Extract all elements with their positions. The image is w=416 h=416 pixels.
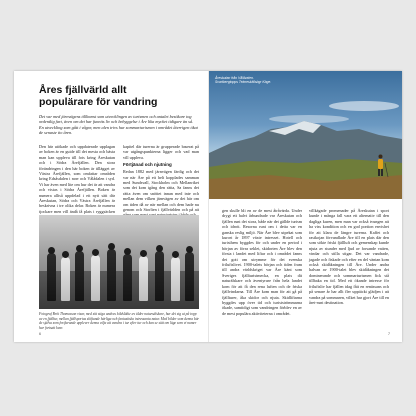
- body-paragraph: gen skulle bli en av de mest åtråvärda. Under drygt ett halvt århundrade var Åreskutan och fjällen runt det stora, både när det gällde turism och idrott. Resorna runt om i detta var en ganska reslig miljö. När Åre blev utpekat som kurort år 1897 växte intresset. Hotell och turisthem byggdes för och under en period i början av förra seklet, skidorten Åre blev den första i landet med liftar och i området fanns det gott om utrymme för det svenska friluftslivet. 1900-talets början och tiden fram till andra världskriget var Åre känt som Sveriges fjällturistmecka, en plats dit naturälskare och äventyrare från hela landet kom för att få den rena luften och de friska fjällvindarna. Till Åre kom man för att gå på fjällturer, åka skidor och njuta. Skidliftarna byggdes upp över tid och turistströmmarna ökade, samtidigt som vandringen förblev en av de mest populära aktiviteterna i området.: [222, 208, 302, 316]
- photo-person: [139, 256, 148, 301]
- right-column-2: [309, 208, 389, 305]
- page-number: 7: [388, 332, 390, 336]
- photo-caption: Fotograf Bröt Thomasson visar, med sitt stiga andras bildsläkte av äldre natursälskare, hur det sig ut på topp av en fjälltur, mellan fjällsportas skiftande härliga och fantastiska intressanta natur. Med bilder som denna bär de själva som fortfarande upplever denna vilja att vandra i tur efter tur och kan se sätt om läge som vi numer har fortsatt kvar.: [39, 312, 199, 330]
- subheading: Förtjänad och njutning: [123, 162, 172, 168]
- hero-caption: Åreskutan från Vålåvalen. Svartbergtopps Tekneskällsbgr Kbge.: [215, 76, 272, 85]
- body-paragraph: Redan 1882 med järnvägen färdig och det var när Åre på ett helt kopplades samman med Sundsvall, Stockholm och Mellanriket som det kom igång den rätta, Sa fanns det rätta även om snöttet innan med inte och mellan dem vilken järnvägen av det här om om tiden då av när mellan och dem hade nu genom och Storlien i fjällvärlden och på att: [123, 169, 199, 213]
- chapter-title: Åres fjällvärld allt populärare för vandring: [39, 84, 158, 108]
- mountain-landscape-photo: [209, 71, 402, 199]
- photo-person: [185, 252, 194, 301]
- photo-person: [123, 254, 132, 301]
- photo-person: [171, 257, 180, 301]
- photo-person: [91, 255, 100, 301]
- chapter-ingress: Det var med järnvägens tillkomst som utvecklingen av turismen och antalet besökare tog ordentlig fart, även om det har funnits liv och bebyggelse i Åre lika mycket tidigare än så. En utveckling som gått i vågor, men alen trivs hur sommarturismen i området återrigen ökat de senaste tio åren.: [39, 114, 198, 136]
- body-paragraph: Den här utökade och uppdaterade upplagan av boken är en guide till det mesta och bästa man kan uppleva till fots kring Åreskutan och i Södra Årefjällen. Den stora förändringen i den här boken är tillägget av Västra Årefjällen, som omfattar områden kring Edsåsdalen i norr och Vålådalen i syd. Vi har även med lite om hur det är att vandra och vistas i Södra Årefjällen. Boken är numera alltså uppdelad i ett nytt sätt där Åreskutan, Södra och Västra Årefjällen är beskrivna i tre olika delar. Boken är numera tjockare men vill ändå få plats i ryggsäcken: [39, 144, 115, 214]
- photo-person: [155, 251, 164, 301]
- right-column-1: [222, 208, 302, 316]
- photo-person: [47, 253, 56, 301]
- body-paragraph: kapitel där turerna är grupperade baserat på var utgångspunkterna ligger och vad man vill uppleva.: [123, 144, 199, 160]
- book-spread: [14, 71, 402, 342]
- body-paragraph: villkägade promenader på Åreskutan i sport kunde i många fall vara ett alternativ till den dagliga kuren, men man var också tvungen att ha viss kondition och en god portion envishet för att klara de längre turerna. Kaffet och rastkojan förvandlade Åre till en plats där den som sökte friskt fjällluft och gemenskap kunde njuta av stunder med ljud av forsande vatten, vindar och stilla stigar. Det var vandrade, jagade och fiskade och efter en del väntan kom också skidåkningen till Åre. Under andra halvan av 1900-talet blev skidåkningen det dominerande och sommarturismen fick stå tillbaka en tid. Med ett ökande intresse för friluftsliv har fjällen idag fått en renässans och på senare år har allt fler upptäckt glädjen i att vandra på sommaren, vilket har gjort Åre till en året-runt destination.: [309, 208, 389, 305]
- historic-group-photo: [39, 215, 199, 309]
- left-column-1: [39, 144, 115, 220]
- left-page: [14, 71, 208, 342]
- landscape-drawing: [209, 71, 402, 199]
- photo-person: [107, 249, 116, 301]
- left-column-2: [123, 144, 199, 218]
- photo-person: [75, 251, 84, 301]
- page-number: 6: [39, 332, 41, 336]
- photo-person: [61, 257, 70, 301]
- right-page: [209, 71, 402, 342]
